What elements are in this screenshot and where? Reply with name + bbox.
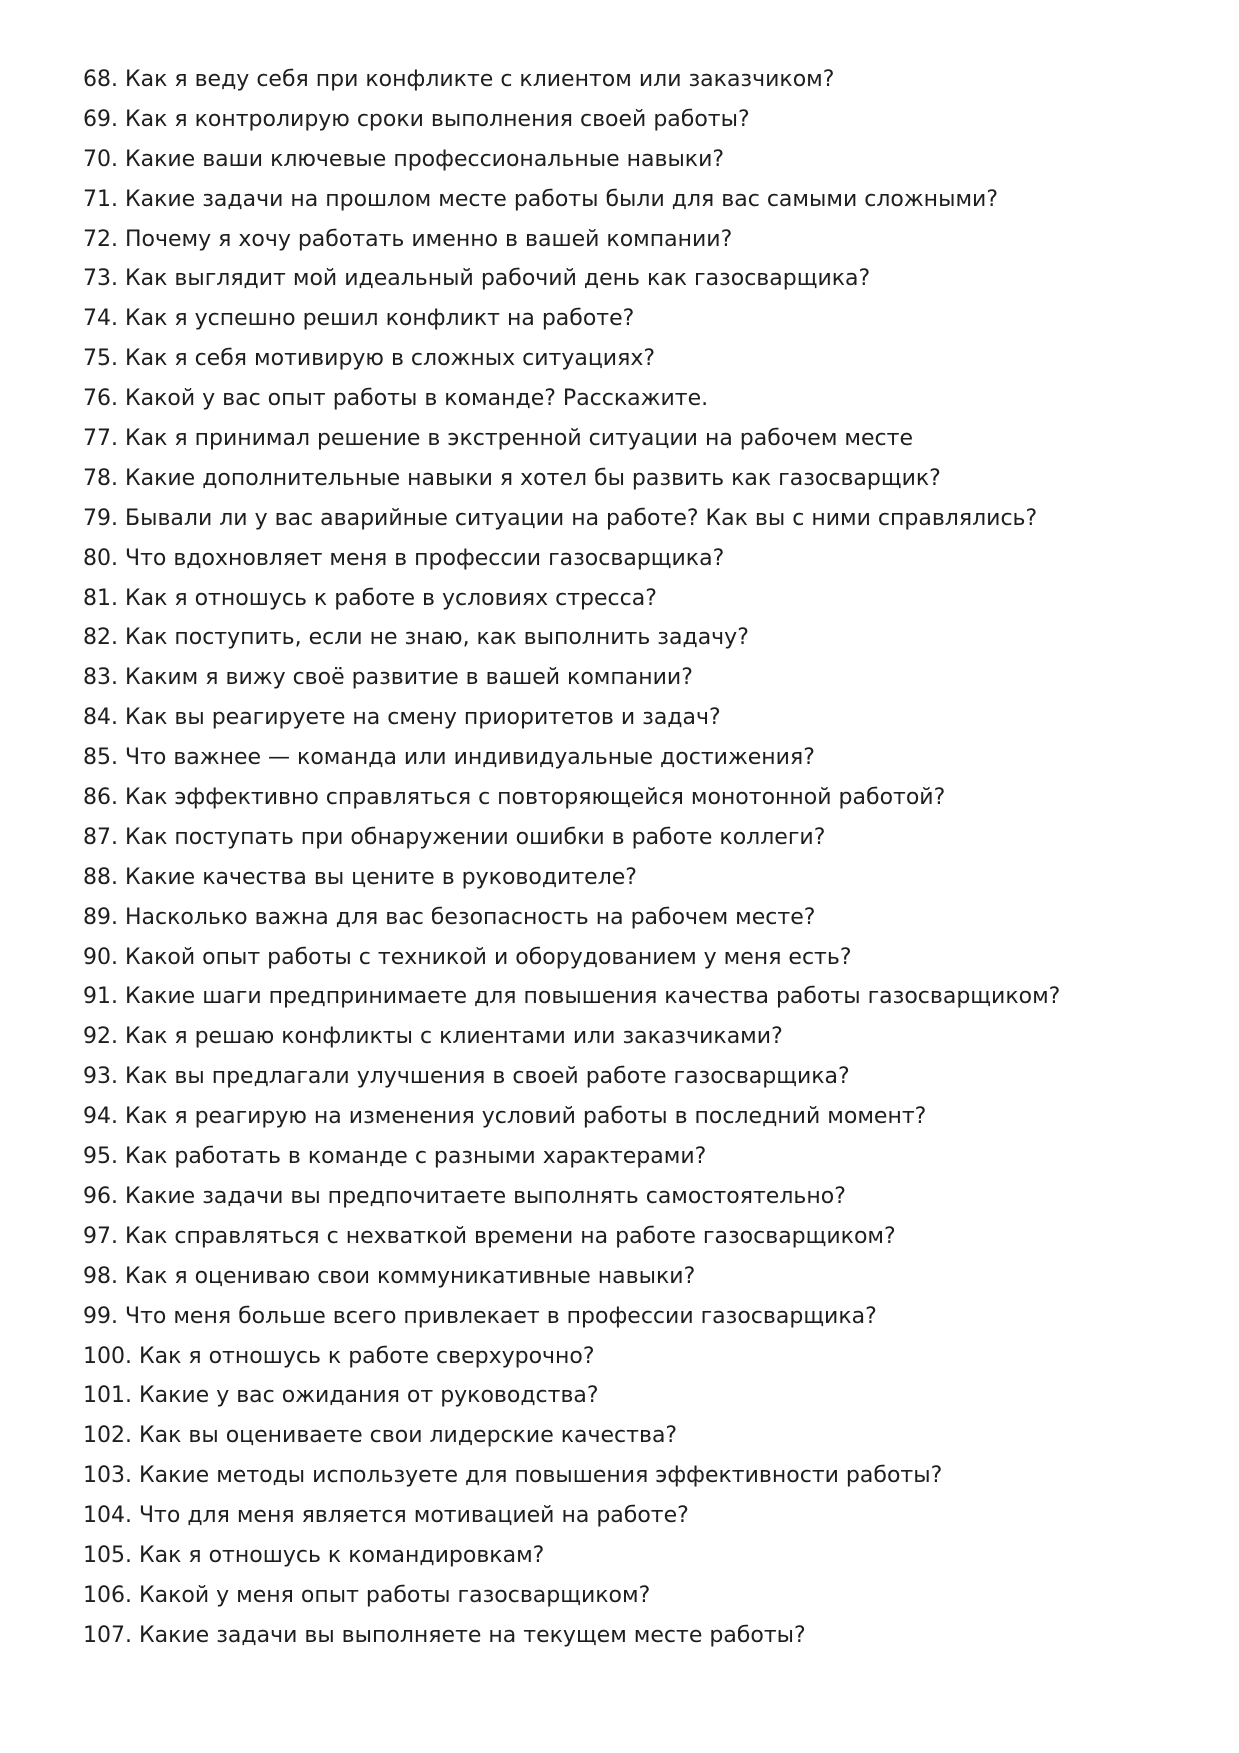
question-item: 82. Как поступить, если не знаю, как выполнить задачу? xyxy=(83,625,749,651)
question-item: 91. Какие шаги предпринимаете для повышения качества работы газосварщиком? xyxy=(83,984,1061,1010)
question-item: 83. Каким я вижу своё развитие в вашей компании? xyxy=(83,665,693,691)
question-item: 87. Как поступать при обнаружении ошибки в работе коллеги? xyxy=(83,824,826,850)
question-item: 96. Какие задачи вы предпочитаете выполнять самостоятельно? xyxy=(83,1183,846,1209)
question-item: 79. Бывали ли у вас аварийные ситуации на работе? Как вы с ними справлялись? xyxy=(83,505,1038,531)
question-item: 75. Как я себя мотивирую в сложных ситуациях? xyxy=(83,346,656,372)
question-item: 92. Как я решаю конфликты с клиентами или заказчиками? xyxy=(83,1024,783,1050)
question-item: 70. Какие ваши ключевые профессиональные навыки? xyxy=(83,146,725,172)
question-item: 80. Что вдохновляет меня в профессии газосварщика? xyxy=(83,545,725,571)
question-item: 74. Как я успешно решил конфликт на работе? xyxy=(83,306,635,332)
question-item: 106. Какой у меня опыт работы газосварщиком? xyxy=(83,1582,651,1608)
question-list xyxy=(83,60,1060,1656)
question-item: 86. Как эффективно справляться с повторяющейся монотонной работой? xyxy=(83,785,946,811)
question-item: 68. Как я веду себя при конфликте с клиентом или заказчиком? xyxy=(83,67,835,92)
question-item: 71. Какие задачи на прошлом месте работы были для вас самыми сложными? xyxy=(83,186,999,212)
question-item: 81. Как я отношусь к работе в условиях стресса? xyxy=(83,585,657,611)
question-item: 94. Как я реагирую на изменения условий работы в последний момент? xyxy=(83,1104,927,1130)
question-item: 73. Как выглядит мой идеальный рабочий день как газосварщика? xyxy=(83,266,871,292)
question-item: 103. Какие методы используете для повышения эффективности работы? xyxy=(83,1463,943,1489)
question-item: 101. Какие у вас ожидания от руководства? xyxy=(83,1383,599,1409)
question-item: 77. Как я принимал решение в экстренной ситуации на рабочем месте xyxy=(83,426,913,452)
question-item: 85. Что важнее — команда или индивидуальные достижения? xyxy=(83,745,815,771)
question-item: 95. Как работать в команде с разными характерами? xyxy=(83,1144,707,1170)
question-item: 88. Какие качества вы цените в руководителе? xyxy=(83,864,637,890)
question-item: 93. Как вы предлагали улучшения в своей работе газосварщика? xyxy=(83,1064,850,1090)
question-item: 72. Почему я хочу работать именно в вашей компании? xyxy=(83,226,733,252)
question-item: 97. Как справляться с нехваткой времени на работе газосварщиком? xyxy=(83,1223,896,1249)
question-item: 84. Как вы реагируете на смену приоритетов и задач? xyxy=(83,705,721,731)
question-item: 102. Как вы оцениваете свои лидерские качества? xyxy=(83,1423,678,1449)
question-item: 76. Какой у вас опыт работы в команде? Расскажите. xyxy=(83,386,709,412)
question-item: 105. Как я отношусь к командировкам? xyxy=(83,1542,545,1568)
question-item: 89. Насколько важна для вас безопасность на рабочем месте? xyxy=(83,904,816,930)
question-item: 104. Что для меня является мотивацией на работе? xyxy=(83,1503,689,1529)
question-item: 99. Что меня больше всего привлекает в профессии газосварщика? xyxy=(83,1303,877,1329)
question-item: 107. Какие задачи вы выполняете на текущем месте работы? xyxy=(83,1622,806,1648)
question-item: 100. Как я отношусь к работе сверхурочно? xyxy=(83,1343,595,1369)
question-item: 90. Какой опыт работы с техникой и оборудованием у меня есть? xyxy=(83,944,852,970)
question-item: 69. Как я контролирую сроки выполнения своей работы? xyxy=(83,106,750,132)
question-item: 98. Как я оцениваю свои коммуникативные навыки? xyxy=(83,1263,696,1289)
question-item: 78. Какие дополнительные навыки я хотел бы развить как газосварщик? xyxy=(83,465,941,491)
